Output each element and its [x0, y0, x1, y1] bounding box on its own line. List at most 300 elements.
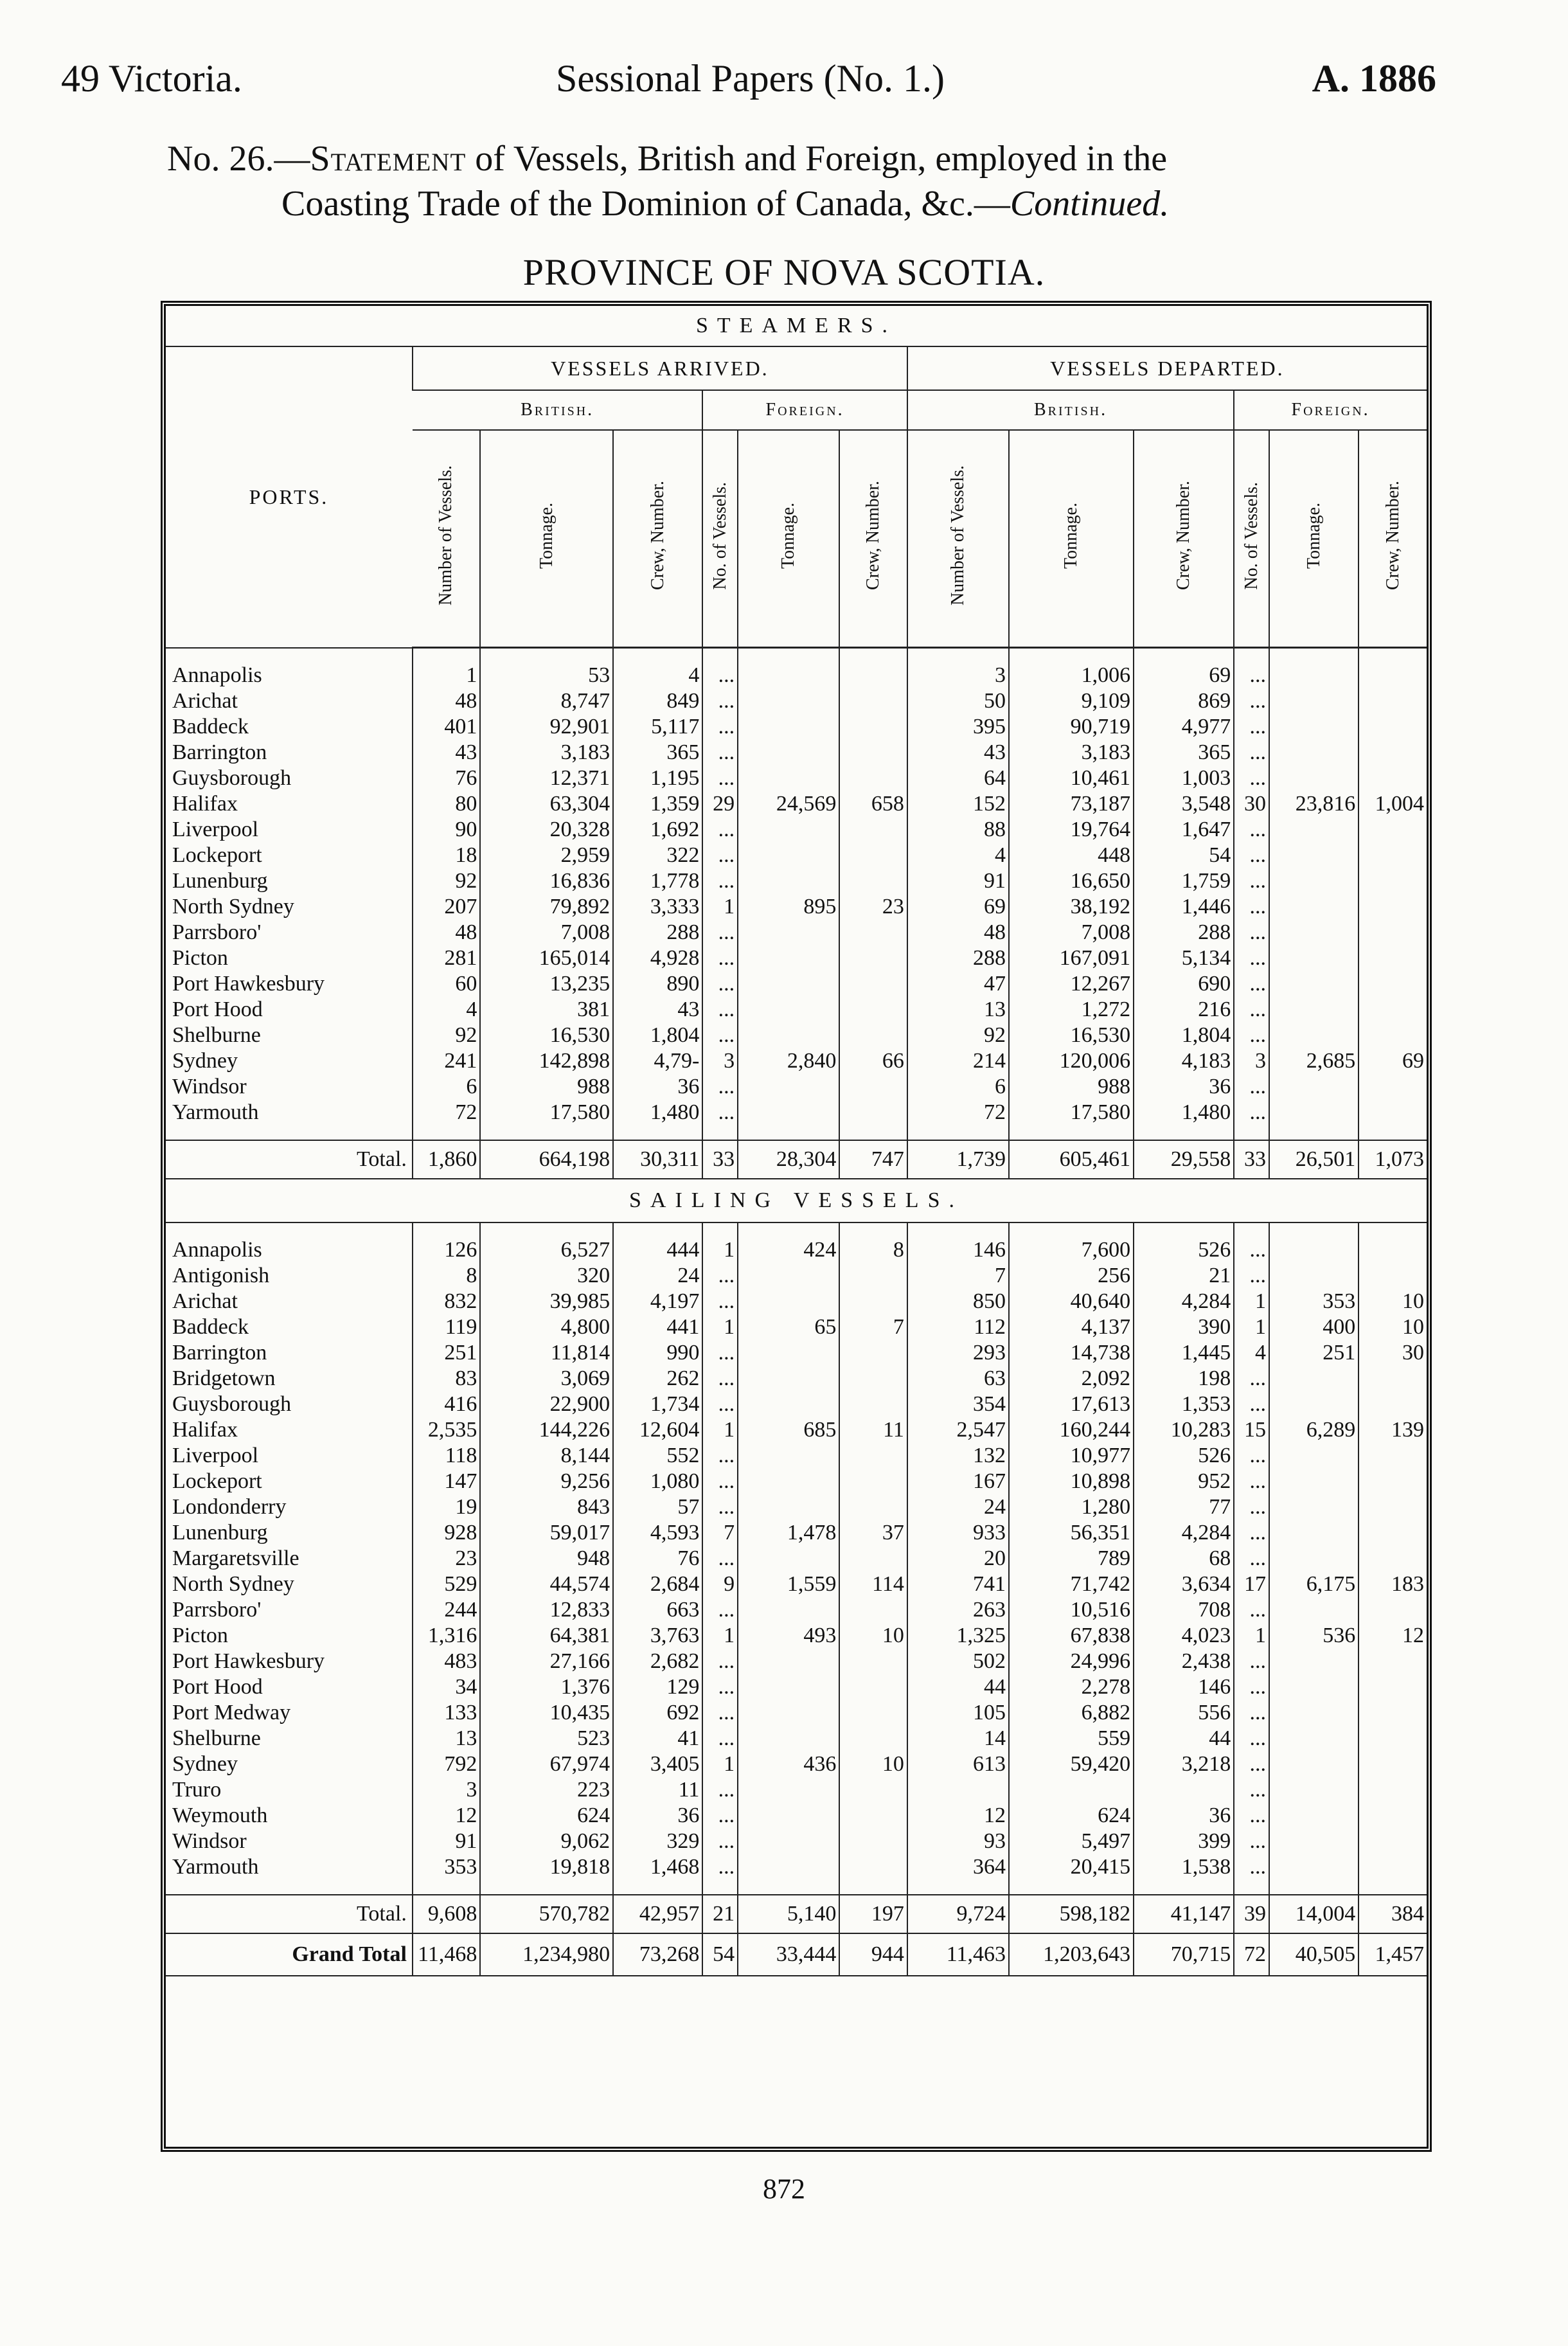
- table-cell: [1269, 1074, 1359, 1100]
- table-cell: 21: [702, 1895, 738, 1933]
- table-cell: 26,501: [1269, 1140, 1359, 1179]
- table-cell: 44: [1134, 1726, 1234, 1751]
- table-cell: 11,814: [480, 1340, 613, 1366]
- table-cell: 214: [907, 1048, 1009, 1074]
- table-cell: [839, 997, 907, 1023]
- port-name: Sydney: [172, 1752, 238, 1776]
- table-cell: 1,325: [907, 1623, 1009, 1649]
- table-cell: [1359, 1649, 1427, 1674]
- table-cell: 144,226: [480, 1417, 613, 1443]
- table-row: [166, 1674, 1427, 1700]
- table-cell: [1359, 1237, 1427, 1263]
- total-row: [166, 1895, 1427, 1933]
- table-row: [166, 997, 1427, 1023]
- spacer-cell: [480, 1880, 613, 1895]
- table-cell: 3,763: [613, 1623, 702, 1649]
- table-row: [166, 945, 1427, 971]
- table-row: [166, 1340, 1427, 1366]
- series-title: Sessional Papers (No. 1.): [556, 57, 945, 100]
- table-cell: 64: [907, 766, 1009, 791]
- table-cell: 990: [613, 1340, 702, 1366]
- table-cell: 43: [413, 740, 480, 766]
- table-cell: 2,092: [1009, 1366, 1134, 1392]
- caption-continued: Continued.: [1010, 184, 1170, 224]
- table-cell: 126: [413, 1237, 480, 1263]
- table-cell: 320: [480, 1263, 613, 1289]
- table-cell: 14: [907, 1726, 1009, 1751]
- table-cell: ...: [702, 766, 738, 791]
- table-cell: [1359, 1469, 1427, 1494]
- table-cell: 68: [1134, 1546, 1234, 1571]
- table-cell: 1: [1234, 1289, 1269, 1314]
- table-cell: 21: [1134, 1263, 1234, 1289]
- table-cell: 2,684: [613, 1571, 702, 1597]
- table-cell: 33,444: [738, 1933, 839, 1976]
- table-cell: 843: [480, 1494, 613, 1520]
- table-cell: ...: [702, 1777, 738, 1803]
- table-cell: 789: [1009, 1546, 1134, 1571]
- table-cell: 9,109: [1009, 688, 1134, 714]
- regnal-year: 49 Victoria.: [61, 57, 242, 100]
- table-cell: [1269, 1854, 1359, 1880]
- table-cell: 1,006: [1009, 663, 1134, 688]
- table-cell: 129: [613, 1674, 702, 1700]
- port-name: Parrsboro': [172, 920, 262, 944]
- table-cell: [839, 740, 907, 766]
- table-cell: 523: [480, 1726, 613, 1751]
- table-cell: [1269, 843, 1359, 868]
- table-cell: ...: [1234, 894, 1269, 920]
- table-row: [166, 1263, 1427, 1289]
- table-cell: [738, 1854, 839, 1880]
- table-cell: 5,497: [1009, 1829, 1134, 1854]
- table-row: [166, 1777, 1427, 1803]
- table-cell: [738, 740, 839, 766]
- table-cell: 5,134: [1134, 945, 1234, 971]
- port-name: Halifax: [172, 792, 238, 816]
- table-cell: 1,739: [907, 1140, 1009, 1179]
- port-name: Baddeck: [172, 715, 249, 739]
- port-name: Yarmouth: [172, 1100, 259, 1124]
- table-cell: 4,284: [1134, 1289, 1234, 1314]
- table-row: [166, 1289, 1427, 1314]
- table-cell: 1: [1234, 1314, 1269, 1340]
- table-cell: [1269, 1366, 1359, 1392]
- table-cell: 1: [702, 1751, 738, 1777]
- table-cell: ...: [1234, 1854, 1269, 1880]
- table-cell: 502: [907, 1649, 1009, 1674]
- table-row: [166, 766, 1427, 791]
- table-cell: 36: [1134, 1803, 1234, 1829]
- table-cell: [738, 945, 839, 971]
- table-cell: 3,548: [1134, 791, 1234, 817]
- statement-word: Statement: [310, 139, 467, 179]
- table-cell: ...: [1234, 1237, 1269, 1263]
- table-cell: ...: [1234, 1520, 1269, 1546]
- table-cell: 10: [1359, 1289, 1427, 1314]
- table-cell: 8,747: [480, 688, 613, 714]
- table-row: [166, 1443, 1427, 1469]
- table-cell: 384: [1359, 1895, 1427, 1933]
- table-cell: 6,882: [1009, 1700, 1134, 1726]
- spacer-cell: [480, 648, 613, 663]
- table-cell: [839, 1263, 907, 1289]
- table-cell: ...: [1234, 817, 1269, 843]
- table-cell: [1269, 1829, 1359, 1854]
- table-row: [166, 817, 1427, 843]
- table-cell: 16,650: [1009, 868, 1134, 894]
- table-cell: 88: [907, 817, 1009, 843]
- table-cell: 10: [839, 1751, 907, 1777]
- table-cell: [1359, 1700, 1427, 1726]
- table-cell: [839, 971, 907, 997]
- spacer-cell: [613, 1880, 702, 1895]
- table-cell: ...: [1234, 1829, 1269, 1854]
- table-row: [166, 663, 1427, 688]
- table-cell: ...: [702, 843, 738, 868]
- table-cell: 1,457: [1359, 1933, 1427, 1976]
- table-cell: [839, 868, 907, 894]
- table-cell: 2,438: [1134, 1649, 1234, 1674]
- table-cell: 436: [738, 1751, 839, 1777]
- col-header-vessels: No. of Vessels.: [709, 481, 730, 590]
- table-row: [166, 1048, 1427, 1074]
- table-cell: 988: [480, 1074, 613, 1100]
- table-cell: 6: [907, 1074, 1009, 1100]
- table-cell: 1,734: [613, 1392, 702, 1417]
- table-cell: 658: [839, 791, 907, 817]
- table-cell: [839, 663, 907, 688]
- table-cell: ...: [702, 1366, 738, 1392]
- table-row: [166, 740, 1427, 766]
- table-cell: 38,192: [1009, 894, 1134, 920]
- table-cell: 288: [613, 920, 702, 945]
- table-cell: [738, 1443, 839, 1469]
- table-cell: 72: [413, 1100, 480, 1125]
- ports-header: PORTS.: [166, 346, 413, 648]
- table-cell: 1: [702, 1417, 738, 1443]
- port-name: Windsor: [172, 1829, 247, 1853]
- table-cell: 24: [907, 1494, 1009, 1520]
- table-cell: 165,014: [480, 945, 613, 971]
- table-cell: ...: [702, 1392, 738, 1417]
- port-name: Weymouth: [172, 1804, 268, 1827]
- table-cell: [1359, 1100, 1427, 1125]
- table-cell: 1,080: [613, 1469, 702, 1494]
- table-cell: ...: [702, 1597, 738, 1623]
- table-cell: 3: [702, 1048, 738, 1074]
- table-cell: 133: [413, 1700, 480, 1726]
- spacer-cell: [738, 1880, 839, 1895]
- table-cell: ...: [702, 920, 738, 945]
- table-cell: 41: [613, 1726, 702, 1751]
- table-cell: 37: [839, 1520, 907, 1546]
- table-cell: [1359, 1520, 1427, 1546]
- table-cell: 30: [1359, 1340, 1427, 1366]
- table-cell: [1009, 1777, 1134, 1803]
- table-cell: [839, 1854, 907, 1880]
- table-cell: 256: [1009, 1263, 1134, 1289]
- table-cell: 1,445: [1134, 1340, 1234, 1366]
- port-name: Windsor: [172, 1075, 247, 1098]
- table-cell: 80: [413, 791, 480, 817]
- table-cell: [1359, 1597, 1427, 1623]
- table-cell: ...: [1234, 1366, 1269, 1392]
- table-cell: 7: [907, 1263, 1009, 1289]
- table-row: [166, 1392, 1427, 1417]
- table-cell: [738, 1023, 839, 1048]
- table-cell: [738, 1674, 839, 1700]
- table-cell: ...: [702, 1674, 738, 1700]
- table-row: [166, 1803, 1427, 1829]
- table-cell: ...: [702, 714, 738, 740]
- table-cell: 4,183: [1134, 1048, 1234, 1074]
- table-cell: ...: [1234, 1726, 1269, 1751]
- table-cell: 20,415: [1009, 1854, 1134, 1880]
- table-cell: [1359, 1674, 1427, 1700]
- table-cell: [1269, 1443, 1359, 1469]
- table-cell: 832: [413, 1289, 480, 1314]
- table-cell: ...: [702, 1289, 738, 1314]
- table-cell: 3,218: [1134, 1751, 1234, 1777]
- spacer-cell: [1359, 648, 1427, 663]
- table-cell: 9: [702, 1571, 738, 1597]
- table-cell: ...: [1234, 1674, 1269, 1700]
- table-cell: ...: [702, 997, 738, 1023]
- table-cell: ...: [1234, 1023, 1269, 1048]
- table-cell: 1,804: [613, 1023, 702, 1048]
- spacer-cell: [1134, 1880, 1234, 1895]
- sailing-heading: SAILING VESSELS.: [166, 1179, 1427, 1222]
- table-cell: [738, 971, 839, 997]
- table-cell: [1359, 817, 1427, 843]
- port-name: North Sydney: [172, 895, 294, 918]
- spacer-cell: [702, 1880, 738, 1895]
- table-cell: 47: [907, 971, 1009, 997]
- table-cell: 12: [907, 1803, 1009, 1829]
- spacer-cell: [1009, 648, 1134, 663]
- table-cell: ...: [702, 971, 738, 997]
- table-cell: 792: [413, 1751, 480, 1777]
- table-cell: 36: [613, 1803, 702, 1829]
- table-cell: [1269, 997, 1359, 1023]
- table-cell: [1269, 1392, 1359, 1417]
- port-name: Bridgetown: [172, 1366, 276, 1390]
- table-cell: [1269, 688, 1359, 714]
- table-cell: [738, 1700, 839, 1726]
- table-cell: 4,928: [613, 945, 702, 971]
- table-cell: 207: [413, 894, 480, 920]
- table-cell: ...: [1234, 1803, 1269, 1829]
- table-cell: [738, 1289, 839, 1314]
- table-cell: 1,203,643: [1009, 1933, 1134, 1976]
- table-cell: 6,527: [480, 1237, 613, 1263]
- departed-british-header: British.: [907, 390, 1234, 430]
- table-cell: 16,836: [480, 868, 613, 894]
- table-cell: [1359, 1392, 1427, 1417]
- table-cell: 747: [839, 1140, 907, 1179]
- table-cell: [839, 1597, 907, 1623]
- table-cell: 444: [613, 1237, 702, 1263]
- table-cell: 65: [738, 1314, 839, 1340]
- table-cell: 43: [907, 740, 1009, 766]
- table-cell: 1: [1234, 1623, 1269, 1649]
- table-cell: [738, 1777, 839, 1803]
- table-cell: ...: [1234, 920, 1269, 945]
- table-cell: 1,759: [1134, 868, 1234, 894]
- table-cell: [839, 817, 907, 843]
- table-cell: [1269, 1263, 1359, 1289]
- table-cell: 12,267: [1009, 971, 1134, 997]
- table-cell: 1,559: [738, 1571, 839, 1597]
- table-cell: 23: [839, 894, 907, 920]
- table-cell: 624: [480, 1803, 613, 1829]
- table-cell: [839, 1546, 907, 1571]
- col-header-vessels: Number of Vessels.: [947, 465, 968, 606]
- table-cell: 1,692: [613, 817, 702, 843]
- table-cell: ...: [1234, 971, 1269, 997]
- table-cell: [1269, 1674, 1359, 1700]
- spacer-cell: [613, 1222, 702, 1237]
- table-cell: 48: [413, 920, 480, 945]
- table-cell: [1269, 766, 1359, 791]
- table-cell: 1,272: [1009, 997, 1134, 1023]
- port-name: Port Medway: [172, 1701, 291, 1724]
- table-cell: ...: [1234, 1100, 1269, 1125]
- table-cell: 10,898: [1009, 1469, 1134, 1494]
- table-cell: [738, 1649, 839, 1674]
- table-cell: [1269, 971, 1359, 997]
- table-cell: [738, 1340, 839, 1366]
- port-name: Londonderry: [172, 1495, 287, 1519]
- table-cell: [1359, 1074, 1427, 1100]
- table-cell: 73,268: [613, 1933, 702, 1976]
- table-cell: 20: [907, 1546, 1009, 1571]
- port-name: Picton: [172, 946, 228, 970]
- port-name: Port Hawkesbury: [172, 972, 325, 996]
- spacer-cell: [1134, 1222, 1234, 1237]
- table-cell: 22,900: [480, 1392, 613, 1417]
- table-cell: ...: [702, 1700, 738, 1726]
- table-cell: 60: [413, 971, 480, 997]
- table-cell: 9,608: [413, 1895, 480, 1933]
- spacer-cell: [907, 1880, 1009, 1895]
- table-cell: 5,140: [738, 1895, 839, 1933]
- table-cell: [1269, 663, 1359, 688]
- table-cell: ...: [702, 740, 738, 766]
- table-cell: 12,604: [613, 1417, 702, 1443]
- port-name: Shelburne: [172, 1023, 261, 1047]
- table-cell: ...: [1234, 997, 1269, 1023]
- spacer-cell: [1359, 1880, 1427, 1895]
- caption-line2: Coasting Trade of the Dominion of Canada, &c.—: [281, 184, 1010, 224]
- table-cell: 570,782: [480, 1895, 613, 1933]
- table-cell: ...: [1234, 1494, 1269, 1520]
- port-name: Margaretsville: [172, 1546, 299, 1570]
- table-cell: 105: [907, 1700, 1009, 1726]
- table-cell: 223: [480, 1777, 613, 1803]
- table-cell: 3,069: [480, 1366, 613, 1392]
- table-cell: 71,742: [1009, 1571, 1134, 1597]
- table-cell: [1269, 1469, 1359, 1494]
- table-row: [166, 1366, 1427, 1392]
- col-header-crew: Crew, Number.: [1173, 481, 1194, 591]
- table-cell: 2,535: [413, 1417, 480, 1443]
- table-cell: 14,738: [1009, 1340, 1134, 1366]
- table-cell: 92: [413, 868, 480, 894]
- statement-caption: [167, 136, 1427, 226]
- table-cell: 663: [613, 1597, 702, 1623]
- table-cell: 41,147: [1134, 1895, 1234, 1933]
- spacer-row: [166, 1880, 1427, 1895]
- port-name: Baddeck: [172, 1315, 249, 1339]
- table-cell: 92: [413, 1023, 480, 1048]
- table-cell: 354: [907, 1392, 1009, 1417]
- table-cell: 3,183: [480, 740, 613, 766]
- table-cell: 933: [907, 1520, 1009, 1546]
- table-cell: 29: [702, 791, 738, 817]
- table-cell: 7: [702, 1520, 738, 1546]
- table-cell: 365: [1134, 740, 1234, 766]
- table-cell: ...: [702, 1726, 738, 1751]
- table-cell: 36: [613, 1074, 702, 1100]
- table-cell: [1269, 1546, 1359, 1571]
- table-cell: 63: [907, 1366, 1009, 1392]
- table-row: [166, 1700, 1427, 1726]
- spacer-cell: [702, 648, 738, 663]
- table-cell: 556: [1134, 1700, 1234, 1726]
- table-cell: 20,328: [480, 817, 613, 843]
- table-cell: 15: [1234, 1417, 1269, 1443]
- table-cell: [738, 843, 839, 868]
- table-cell: [738, 1366, 839, 1392]
- table-cell: 2,959: [480, 843, 613, 868]
- table-cell: 69: [1134, 663, 1234, 688]
- table-cell: [738, 663, 839, 688]
- table-row: [166, 791, 1427, 817]
- port-name: Lunenburg: [172, 1521, 268, 1545]
- table-cell: [839, 714, 907, 740]
- port-name: Liverpool: [172, 1444, 259, 1467]
- table-cell: 928: [413, 1520, 480, 1546]
- table-cell: 395: [907, 714, 1009, 740]
- table-row: [166, 920, 1427, 945]
- table-cell: 1,353: [1134, 1392, 1234, 1417]
- table-cell: ...: [702, 1829, 738, 1854]
- table-cell: 353: [1269, 1289, 1359, 1314]
- table-cell: [1269, 740, 1359, 766]
- port-name: Liverpool: [172, 818, 259, 841]
- table-cell: [1269, 1237, 1359, 1263]
- table-cell: [1359, 1777, 1427, 1803]
- table-cell: ...: [1234, 945, 1269, 971]
- spacer-cell: [413, 1880, 480, 1895]
- table-cell: 1,004: [1359, 791, 1427, 817]
- spacer-cell: [1234, 648, 1269, 663]
- table-cell: [738, 817, 839, 843]
- table-cell: 2,547: [907, 1417, 1009, 1443]
- table-cell: 93: [907, 1829, 1009, 1854]
- col-header-tonnage: Tonnage.: [778, 502, 799, 569]
- col-header-crew: Crew, Number.: [863, 481, 884, 591]
- table-cell: 288: [1134, 920, 1234, 945]
- table-cell: 483: [413, 1649, 480, 1674]
- table-cell: 241: [413, 1048, 480, 1074]
- table-cell: 36: [1134, 1074, 1234, 1100]
- table-cell: 322: [613, 843, 702, 868]
- table-cell: [738, 1469, 839, 1494]
- table-cell: ...: [702, 1649, 738, 1674]
